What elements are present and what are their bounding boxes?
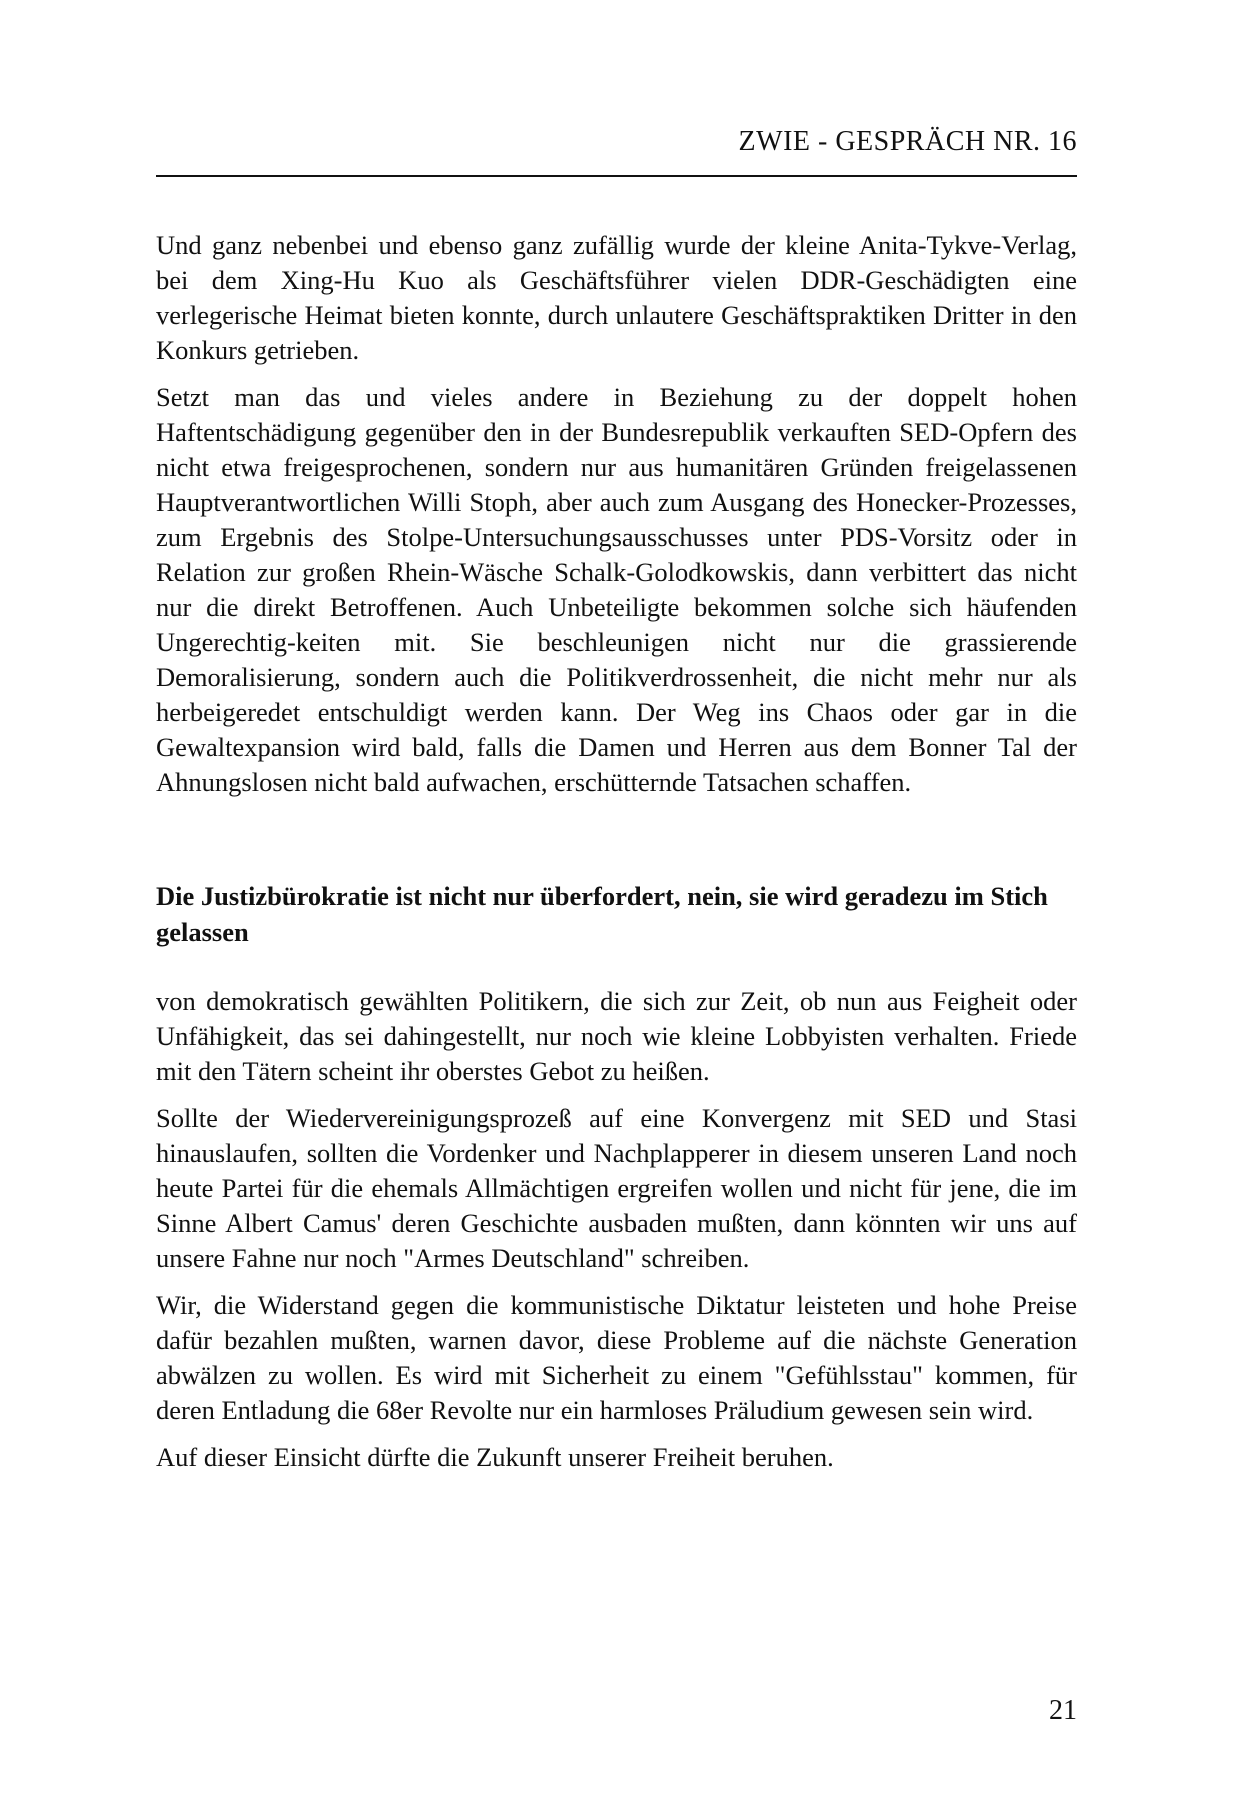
page-number: 21 [1049,1695,1077,1726]
paragraph-widerstand: Wir, die Widerstand gegen die kommunistische Diktatur leisteten und hohe Preise dafür bezahlen mußten, warnen davor, diese Probleme auf die nächste Generation abwälzen zu wollen. Es wird mit Sicherheit zu einem "Gefühlsstau" kommen, für deren Entladung die 68er Revolte nur ein harmloses Präludium gewesen sein wird. [156,1290,1077,1425]
page-body [156,228,1077,1487]
paragraph-wiedervereinigung: Sollte der Wiedervereinigungsprozeß auf eine Konvergenz mit SED und Stasi hinauslaufen, sollten die Vordenker und Nachplapperer in diesem unseren Land noch heute Partei für die ehemals Allmächtigen ergreifen wollen und nicht für jene, die im Sinne Albert Camus' deren Geschichte ausbaden mußten, dann könnten wir uns auf unsere Fahne nur noch "Armes Deutschland" schreiben. [156,1103,1077,1273]
running-header: ZWIE - GESPRÄCH NR. 16 [738,126,1077,157]
section-heading: Die Justizbürokratie ist nicht nur überfordert, nein, sie wird geradezu im Stich gelassen [156,881,1048,947]
header-rule [156,175,1077,177]
paragraph-anita-tykve-verlag: Und ganz nebenbei und ebenso ganz zufällig wurde der kleine Anita-Tykve-Verlag, bei dem Xing-Hu Kuo als Geschäftsführer vielen DDR-Geschädigten eine verlegerische Heimat bieten konnte, durch unlautere Geschäftspraktiken Dritter in den Konkurs getrieben. [156,230,1077,365]
paragraph-haftentschaedigung: Setzt man das und vieles andere in Beziehung zu der doppelt hohen Haftentschädigung gegenüber den in der Bundesrepublik verkauften SED-Opfern des nicht etwa freigesprochenen, sondern nur aus humanitären Gründen freigelassenen Hauptverantwortlichen Willi Stoph, aber auch zum Ausgang des Honecker-Prozesses, zum Ergebnis des Stolpe-Untersuchungsausschusses unter PDS-Vorsitz oder in Relation zur großen Rhein-Wäsche Schalk-Golodkowskis, dann verbittert das nicht nur die direkt Betroffenen. Auch Unbeteiligte bekommen solche sich häufenden Ungerechtig-keiten mit. Sie beschleunigen nicht nur die grassierende Demoralisierung, sondern auch die Politikverdrossenheit, die nicht mehr nur als herbeigeredet entschuldigt werden kann. Der Weg ins Chaos oder gar in die Gewaltexpansion wird bald, falls die Damen und Herren aus dem Bonner Tal der Ahnungslosen nicht bald aufwachen, erschütternde Tatsachen schaffen. [156,382,1077,797]
paragraph-einsicht: Auf dieser Einsicht dürfte die Zukunft unserer Freiheit beruhen. [156,1442,834,1472]
paragraph-politiker: von demokratisch gewählten Politikern, die sich zur Zeit, ob nun aus Feigheit oder Unfähigkeit, das sei dahingestellt, nur noch wie kleine Lobbyisten verhalten. Friede mit den Tätern scheint ihr oberstes Gebot zu heißen. [156,986,1077,1086]
